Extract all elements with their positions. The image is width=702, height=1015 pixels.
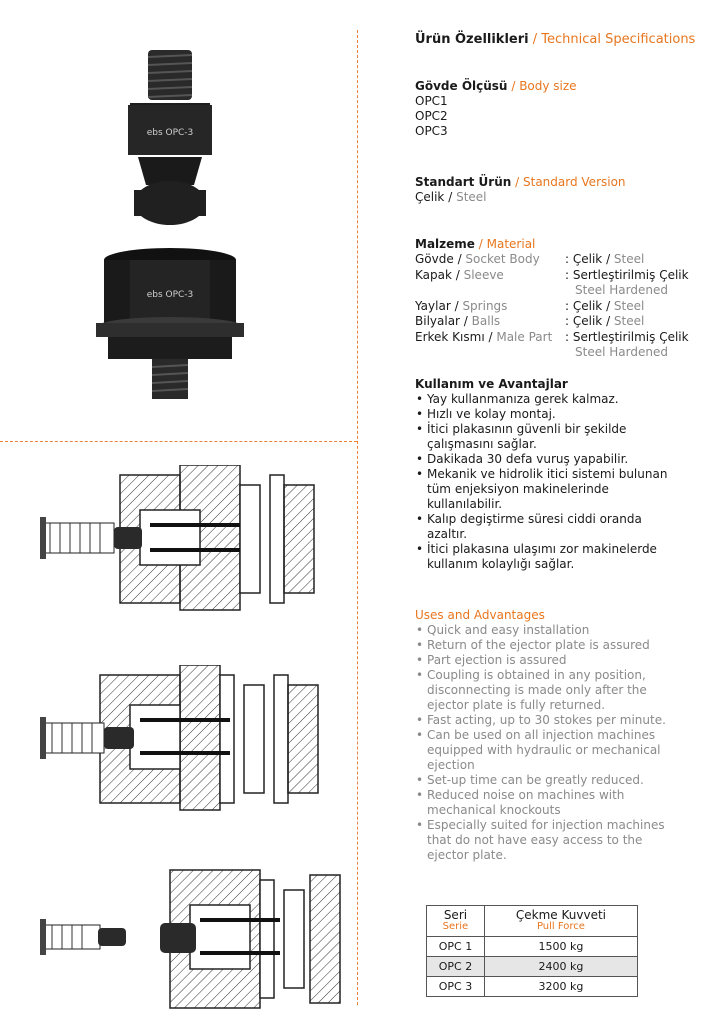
- body-size-item: OPC2: [415, 109, 448, 123]
- table-row: [427, 957, 638, 977]
- list-item: • Coupling is obtained in any position, disconnecting is made only after the ejector plate is fully returned.: [415, 668, 685, 713]
- material-key-en: Springs: [462, 298, 508, 313]
- material-value-tr: Sertleştirilmiş Çelik: [572, 267, 689, 282]
- body-size-item: OPC3: [415, 124, 448, 138]
- material-value-tr: Çelik: [572, 314, 603, 328]
- material-row: [415, 314, 702, 330]
- body-size-title: Gövde Ölçüsü: [415, 79, 508, 93]
- list-item: • Mekanik ve hidrolik itici sistemi bulunan tüm enjeksiyon makinelerinde kullanılabilir.: [415, 467, 685, 512]
- vertical-divider: [357, 30, 358, 1005]
- material-key-tr: Erkek Kısmı: [415, 329, 485, 344]
- material-key-tr: Bilyalar: [415, 314, 460, 328]
- mould-drawing-3: [30, 865, 350, 1015]
- col-header-serie: [427, 906, 485, 937]
- material-key-tr: Yaylar: [415, 298, 451, 313]
- list-item: • Hızlı ve kolay montaj.: [415, 407, 685, 422]
- socket-marking: ebs OPC-3: [146, 290, 194, 300]
- spec-header-sep: /: [532, 32, 538, 47]
- material-value: : Çelik / Steel: [565, 252, 645, 266]
- material-en: Material: [486, 237, 536, 251]
- list-item: • Part ejection is assured: [415, 653, 685, 668]
- male-marking: ebs OPC-3: [146, 128, 194, 138]
- usage-en-list: [415, 623, 685, 863]
- material-value-tr: Sertleştirilmiş Çelik: [572, 329, 689, 344]
- male-thread: [148, 50, 192, 100]
- list-item: • Dakikada 30 defa vuruş yapabilir.: [415, 452, 685, 467]
- usage-tr-section: [415, 377, 685, 572]
- material-value: : Çelik / Steel: [565, 314, 645, 328]
- material-key: Yaylar / Springs: [415, 298, 508, 313]
- list-item: • Reduced noise on machines with mechanical knockouts: [415, 788, 685, 818]
- list-item: • Kalıp degiştirme süresi ciddi oranda azaltır.: [415, 512, 685, 542]
- standard-en: Standard Version: [523, 175, 626, 189]
- table-cell: OPC 2: [427, 957, 485, 977]
- usage-en-section: [415, 608, 685, 863]
- material-row: [415, 268, 702, 284]
- material-value-en: Steel: [613, 298, 645, 313]
- standard-value-sep: /: [448, 190, 453, 204]
- material-row-continuation: [415, 283, 702, 299]
- material-table: [415, 252, 702, 361]
- material-key: Erkek Kısmı / Male Part: [415, 329, 553, 344]
- material-title: Malzeme: [415, 237, 475, 251]
- col-header-serie-tr: Seri: [443, 908, 468, 922]
- list-item: • İtici plakasının güvenli bir şekilde çalışmasını sağlar.: [415, 422, 685, 452]
- list-item: • Yay kullanmanıza gerek kalmaz.: [415, 392, 685, 407]
- mould-drawing-1: [30, 465, 350, 615]
- body-size-en: Body size: [519, 79, 577, 93]
- standard-sep: /: [515, 175, 520, 189]
- material-key-en: Balls: [471, 314, 501, 328]
- standard-value-en: Steel: [456, 190, 487, 204]
- standard-title: Standart Ürün: [415, 175, 512, 189]
- list-item: • Return of the ejector plate is assured: [415, 638, 685, 653]
- table-row: [427, 977, 638, 997]
- pull-force-table: [426, 905, 638, 997]
- list-item: • Set-up time can be greatly reduced.: [415, 773, 685, 788]
- material-value-tr: Çelik: [572, 252, 603, 266]
- spec-header: [415, 32, 695, 47]
- list-item: • İtici plakasına ulaşımı zor makinelerde kullanım kolaylığı sağlar.: [415, 542, 685, 572]
- mould-drawing-2: [30, 665, 350, 815]
- material-key-en: Sleeve: [463, 267, 504, 282]
- material-row: [415, 299, 702, 315]
- table-header-row: [427, 906, 638, 937]
- material-row-continuation: [415, 345, 702, 361]
- table-row: [427, 937, 638, 957]
- material-section: [415, 237, 702, 361]
- material-value: : Sertleştirilmiş Çelik: [565, 329, 689, 344]
- spec-header-en: Technical Specifications: [541, 32, 696, 47]
- standard-section: [415, 175, 626, 205]
- material-value-en2: Steel Hardened: [575, 283, 668, 297]
- material-key: Gövde / Socket Body: [415, 252, 540, 266]
- material-value: : Sertleştirilmiş Çelik: [565, 267, 689, 282]
- material-key: Kapak / Sleeve: [415, 267, 504, 282]
- material-value-tr: Çelik: [572, 298, 603, 313]
- table-cell: 3200 kg: [484, 977, 637, 997]
- usage-tr-title: Kullanım ve Avantajlar: [415, 377, 568, 391]
- material-key-tr: Kapak: [415, 267, 452, 282]
- table-cell: OPC 3: [427, 977, 485, 997]
- material-row: [415, 252, 702, 268]
- body-size-section: [415, 79, 577, 139]
- spec-header-tr: Ürün Özellikleri: [415, 32, 529, 47]
- material-value-en: Steel: [613, 314, 645, 328]
- material-row: [415, 330, 702, 346]
- table-cell: 1500 kg: [484, 937, 637, 957]
- product-photo: [90, 35, 270, 415]
- standard-value-tr: Çelik: [415, 190, 445, 204]
- material-value-en2: Steel Hardened: [575, 345, 668, 359]
- list-item: • Quick and easy installation: [415, 623, 685, 638]
- material-key-tr: Gövde: [415, 252, 454, 266]
- table-cell: OPC 1: [427, 937, 485, 957]
- body-size-item: OPC1: [415, 94, 448, 108]
- material-key: Bilyalar / Balls: [415, 314, 501, 328]
- list-item: • Can be used on all injection machines equipped with hydraulic or mechanical ejection: [415, 728, 685, 773]
- col-header-pull-force: [484, 906, 637, 937]
- table-cell: 2400 kg: [484, 957, 637, 977]
- material-sep: /: [478, 237, 483, 251]
- material-key-en: Socket Body: [465, 252, 540, 266]
- horizontal-divider: [0, 441, 357, 442]
- material-value: : Çelik / Steel: [565, 298, 645, 313]
- usage-tr-list: [415, 392, 685, 572]
- material-key-en: Male Part: [496, 329, 553, 344]
- col-header-serie-en: Serie: [442, 921, 469, 932]
- material-value-en: Steel: [613, 252, 645, 266]
- col-header-pull-en: Pull Force: [536, 921, 585, 932]
- body-size-sep: /: [511, 79, 516, 93]
- list-item: • Fast acting, up to 30 stokes per minute.: [415, 713, 685, 728]
- usage-en-title: Uses and Advantages: [415, 608, 545, 622]
- col-header-pull-tr: Çekme Kuvveti: [515, 908, 606, 922]
- list-item: • Especially suited for injection machines that do not have easy access to the ejector plate.: [415, 818, 685, 863]
